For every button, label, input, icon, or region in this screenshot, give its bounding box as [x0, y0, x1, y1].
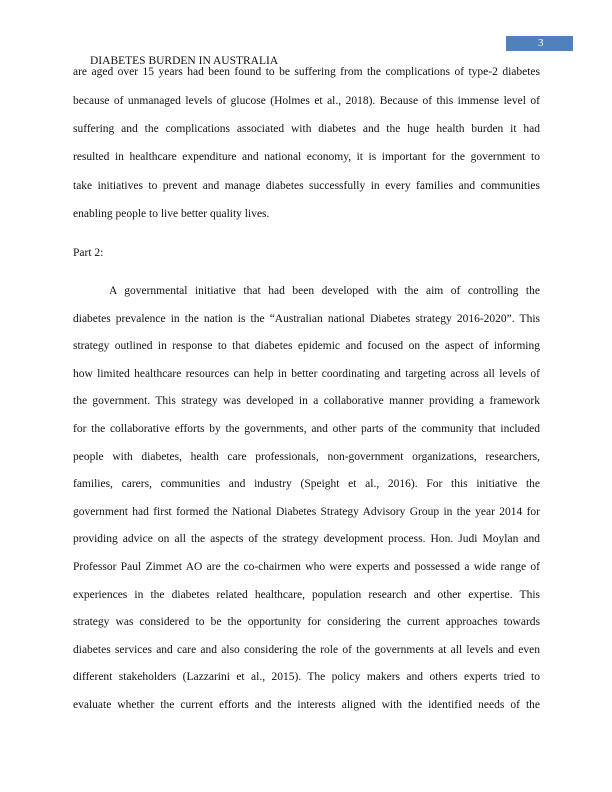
text-line: families, carers, communities and industry (Speight et al., 2016). For this initiative the [73, 478, 540, 491]
text-line: how limited healthcare resources can help in better coordinating and targeting across all levels of [73, 367, 540, 380]
text-line: government had first formed the National Diabetes Strategy Advisory Group in the year 2014 for [73, 505, 540, 518]
text-line: providing advice on all the aspects of the strategy development process. Hon. Judi Moylan and [73, 533, 540, 546]
text-line: suffering and the complications associated with diabetes and the huge health burden it had [73, 123, 540, 135]
text-line: experiences in the diabetes related healthcare, population research and other expertise. This [73, 588, 540, 601]
text-line: diabetes prevalence in the nation is the “Australian national Diabetes strategy 2016-2020”. This [73, 312, 540, 325]
text-line: because of unmanaged levels of glucose (Holmes et al., 2018). Because of this immense level of [73, 95, 540, 107]
text-line: the government. This strategy was developed in a collaborative manner providing a framework [73, 395, 540, 408]
text-line: strategy was considered to be the opportunity for considering the current approaches towards [73, 616, 540, 629]
text-line: Professor Paul Zimmet AO are the co-chairmen who were experts and possessed a wide range of [73, 561, 540, 573]
section-heading: Part 2: [73, 247, 104, 259]
page-number: 3 [506, 36, 573, 51]
running-head: DIABETES BURDEN IN AUSTRALIA [90, 55, 279, 67]
text-line: enabling people to live better quality lives. [73, 208, 270, 220]
text-line: take initiatives to prevent and manage diabetes successfully in every families and communities [73, 180, 540, 192]
text-line: are aged over 15 years had been found to be suffering from the complications of type-2 diabetes [73, 66, 540, 78]
text-line: diabetes services and care and also considering the role of the governments at all levels and even [73, 643, 540, 656]
text-line: resulted in healthcare expenditure and national economy, it is important for the government to [73, 151, 540, 163]
text-line: strategy outlined in response to that diabetes epidemic and focused on the aspect of informing [73, 340, 540, 353]
text-line: different stakeholders (Lazzarini et al., 2015). The policy makers and others experts tried to [73, 671, 540, 684]
text-line: people with diabetes, health care professionals, non-government organizations, researchers, [73, 450, 540, 463]
text-line: for the collaborative efforts by the governments, and other parts of the community that included [73, 423, 540, 435]
text-line: evaluate whether the current efforts and the interests aligned with the identified needs of the [73, 699, 540, 711]
text-line: A governmental initiative that had been developed with the aim of controlling the [109, 285, 540, 297]
